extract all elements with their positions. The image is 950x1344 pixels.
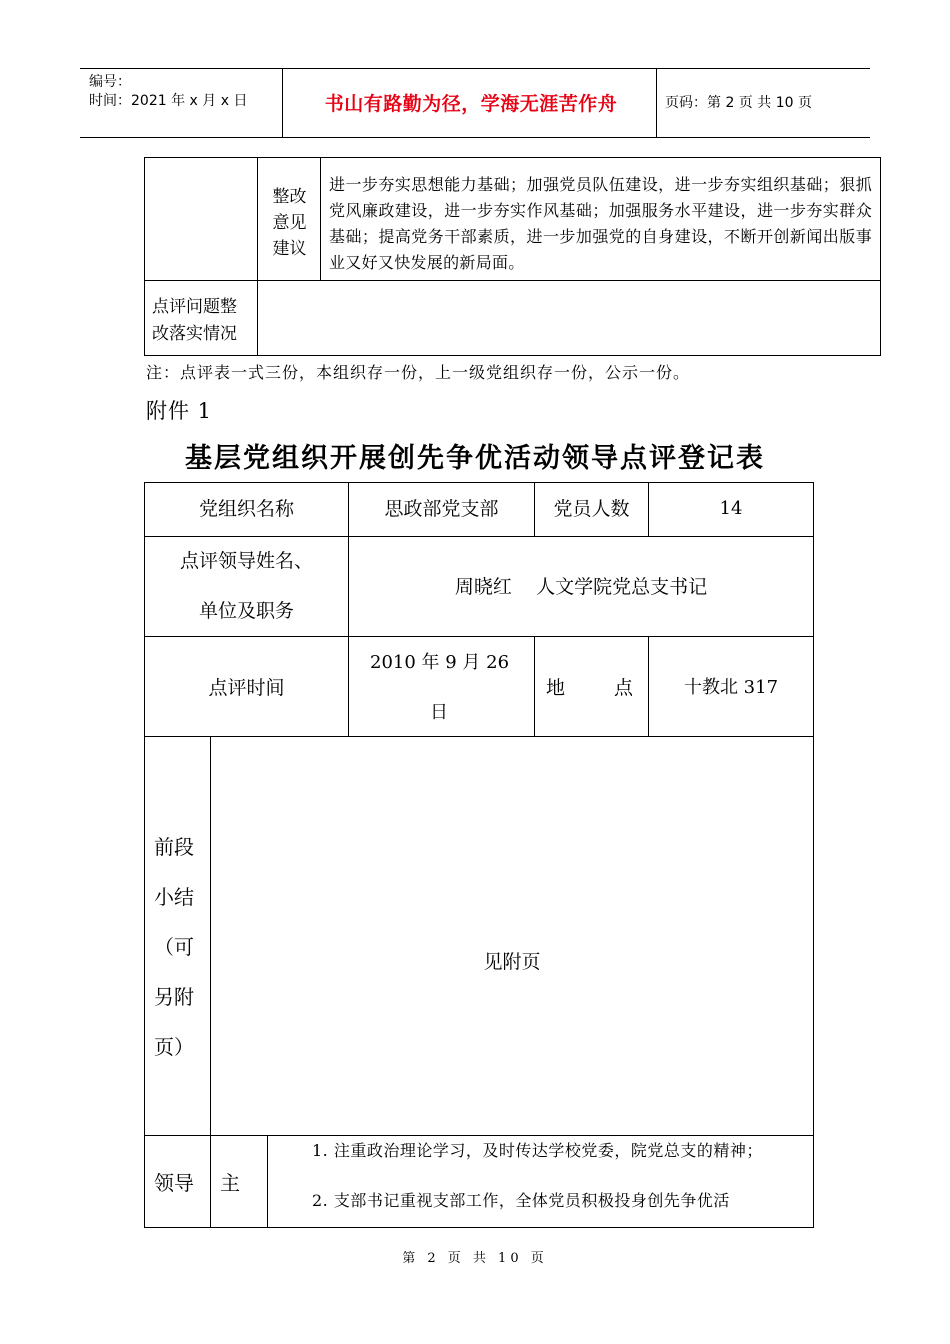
rectification-text: 进一步夯实思想能力基础；加强党员队伍建设，进一步夯实组织基础；狠抓党风廉政建设，进一步夯实作风基础；加强服务水平建设，进一步夯实群众基础；提高党务干部素质，进一步加强党的自身建设，不断开创新闻出版事业又好又快发展的新局面。 [329, 175, 872, 272]
main-label: 主 [220, 1171, 240, 1195]
leader-value: 周晓红 人文学院党总支书记 [454, 576, 708, 598]
note-text: 注：点评表一式三份，本组织存一份，上一级党组织存一份，公示一份。 [146, 363, 691, 382]
main-item-1: 1. 注重政治理论学习，及时传达学校党委，院党总支的精神； [312, 1141, 763, 1160]
time-label: 时间：2021 年 x 月 x 日 [89, 93, 248, 109]
page-header [80, 68, 870, 138]
form-title: 基层党组织开展创先争优活动领导点评登记表 [185, 443, 765, 474]
leader-label-line1: 点评领导姓名、 [179, 550, 313, 572]
review-time-label: 点评时间 [208, 677, 285, 699]
number-label: 编号： [89, 74, 131, 90]
header-meta [89, 73, 247, 111]
implementation-label: 点评问题整 改落实情况 [152, 297, 237, 344]
org-name-value: 思政部党支部 [384, 498, 499, 520]
page-info: 页码：第 2 页 共 10 页 [665, 95, 812, 111]
place-label-char1: 地 [546, 677, 566, 699]
review-time-value-line2: 日 [430, 702, 448, 723]
members-value: 14 [719, 498, 743, 519]
members-label: 党员人数 [553, 498, 630, 520]
rectification-label: 整改 意见 建议 [272, 187, 307, 259]
org-name-label: 党组织名称 [198, 498, 294, 520]
review-time-value-line1: 2010 年 9 月 26 [370, 652, 510, 673]
leader-row-label: 领导 [154, 1171, 194, 1195]
main-item-2: 2. 支部书记重视支部工作，全体党员积极投身创先争优活 [312, 1191, 730, 1210]
place-label-char2: 点 [614, 677, 634, 699]
page-footer: 第 2 页 共 10 页 [402, 1251, 548, 1266]
summary-value: 见附页 [483, 951, 541, 973]
place-value: 十教北 317 [683, 677, 779, 698]
motto: 书山有路勤为径，学海无涯苦作舟 [324, 93, 618, 115]
leader-label-line2: 单位及职务 [198, 600, 294, 622]
summary-label: 前段 小结 （可 另附 页） [154, 835, 194, 1059]
attachment-label: 附件 1 [146, 399, 213, 423]
